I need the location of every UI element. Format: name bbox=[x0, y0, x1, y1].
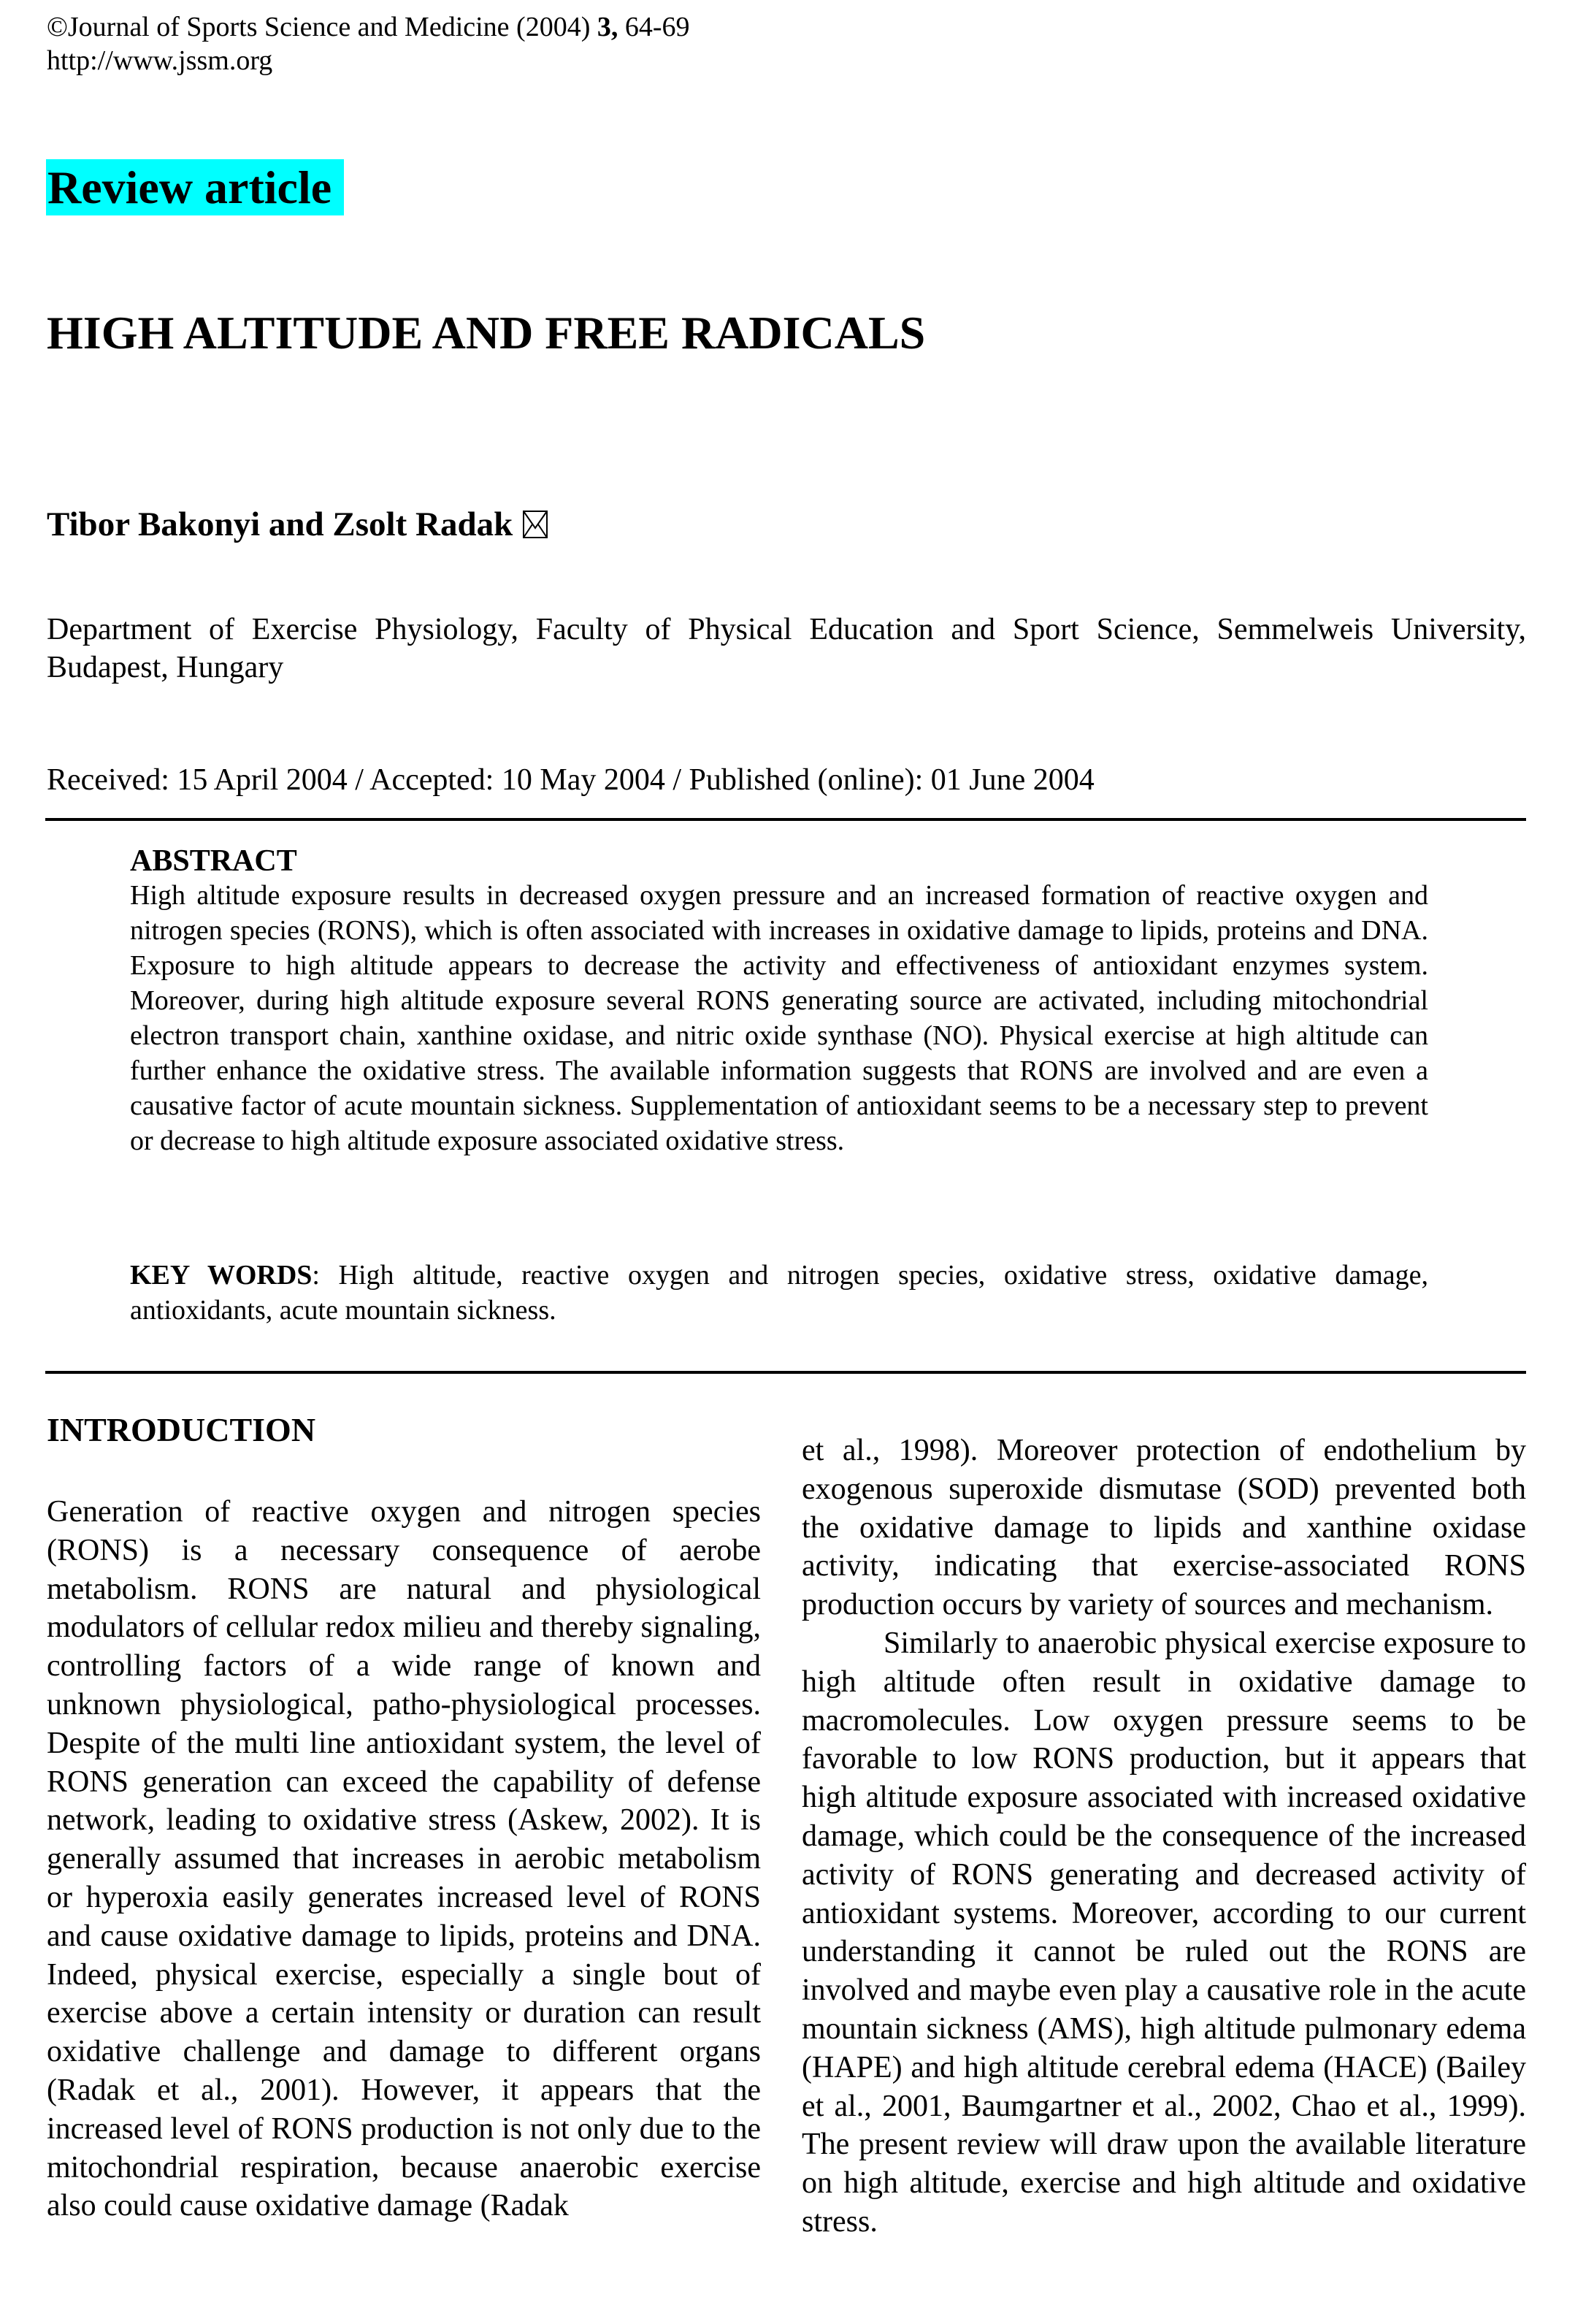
citation-prefix: ©Journal of Sports Science and Medicine (2004) bbox=[47, 12, 597, 42]
divider-bottom bbox=[45, 1371, 1526, 1374]
introduction-heading: INTRODUCTION bbox=[47, 1411, 316, 1448]
abstract-body: High altitude exposure results in decreased oxygen pressure and an increased formation of reactive oxygen and nitrogen species (RONS), which is often associated with increases in oxidative damage to lipids, proteins and DNA. Exposure to high altitude appears to decrease the activity and effectiveness of antioxidant enzymes system. Moreover, during high altitude exposure several RONS generating source are activated, including mitochondrial electron transport chain, xanthine oxidase, and nitric oxide synthase (NO). Physical exercise at high altitude can further enhance the oxidative stress. The available information suggests that RONS are involved and are even a causative factor of acute mountain sickness. Supplementation of antioxidant seems to be a necessary step to prevent or decrease to high altitude exposure associated oxidative stress. bbox=[130, 880, 1428, 1156]
envelope-icon[interactable] bbox=[523, 507, 548, 548]
keywords-text: : High altitude, reactive oxygen and nitrogen species, oxidative stress, oxidative damage, antioxidants, acute mountain sickness. bbox=[130, 1260, 1429, 1326]
affiliation: Department of Exercise Physiology, Faculty of Physical Education and Sport Science, Semmelweis University, Budapest, Hungary bbox=[47, 613, 1526, 684]
page-range: 64-69 bbox=[618, 12, 690, 42]
divider-top bbox=[45, 818, 1526, 821]
intro-paragraph-continued: et al., 1998). Moreover protection of endothelium by exogenous superoxide dismutase (SOD) prevented both the oxidative damage to lipids and xanthine oxidase activity, indicating that exercise-associated RONS production occurs by variety of sources and mechanism. bbox=[802, 1434, 1526, 1622]
journal-url[interactable]: http://www.jssm.org bbox=[47, 45, 273, 76]
abstract-section bbox=[130, 844, 1428, 1158]
journal-citation bbox=[47, 10, 690, 44]
keywords bbox=[130, 1258, 1428, 1328]
keywords-label: KEY WORDS bbox=[130, 1260, 313, 1291]
intro-paragraph-2: Similarly to anaerobic physical exercise exposure to high altitude often result in oxidative damage to macromolecules. Low oxygen pressure seems to be favorable to low RONS production, but it appears that high altitude exposure associated with increased oxidative damage, which could be the consequence of the increased activity of RONS generating and decreased activity of antioxidant systems. Moreover, according to our current understanding it cannot be ruled out the RONS are involved and maybe even play a causative role in the acute mountain sickness (AMS), high altitude pulmonary edema (HAPE) and high altitude cerebral edema (HACE) (Bailey et al., 2001, Baumgartner et al., 2002, Chao et al., 1999). The present review will draw upon the available literature on high altitude, exercise and high altitude and oxidative stress. bbox=[802, 1626, 1526, 2239]
left-column bbox=[47, 1410, 761, 2225]
volume-number: 3, bbox=[597, 12, 618, 42]
article-type-badge bbox=[46, 159, 344, 215]
publication-dates: Received: 15 April 2004 / Accepted: 10 May 2004 / Published (online): 01 June 2004 bbox=[47, 763, 1095, 797]
article-type-label: Review article bbox=[47, 161, 332, 213]
right-column bbox=[802, 1432, 1526, 2241]
paper-title: HIGH ALTITUDE AND FREE RADICALS bbox=[47, 307, 926, 359]
abstract-heading: ABSTRACT bbox=[130, 844, 297, 878]
intro-paragraph-1: Generation of reactive oxygen and nitrogen species (RONS) is a necessary consequence of aerobe metabolism. RONS are natural and physiological modulators of cellular redox milieu and thereby signaling, controlling factors of a wide range of known and unknown physiological, patho-physiological processes. Despite of the multi line antioxidant system, the level of RONS generation can exceed the capability of defense network, leading to oxidative stress (Askew, 2002). It is generally assumed that increases in aerobic metabolism or hyperoxia easily generates increased level of RONS and cause oxidative damage to lipids, proteins and DNA. Indeed, physical exercise, especially a single bout of exercise above a certain intensity or duration can result oxidative challenge and damage to different organs (Radak et al., 2001). However, it appears that the increased level of RONS production is not only due to the mitochondrial respiration, because anaerobic exercise also could cause oxidative damage (Radak bbox=[47, 1495, 761, 2223]
author-list bbox=[47, 504, 548, 548]
author-names: Tibor Bakonyi and Zsolt Radak bbox=[47, 505, 513, 543]
